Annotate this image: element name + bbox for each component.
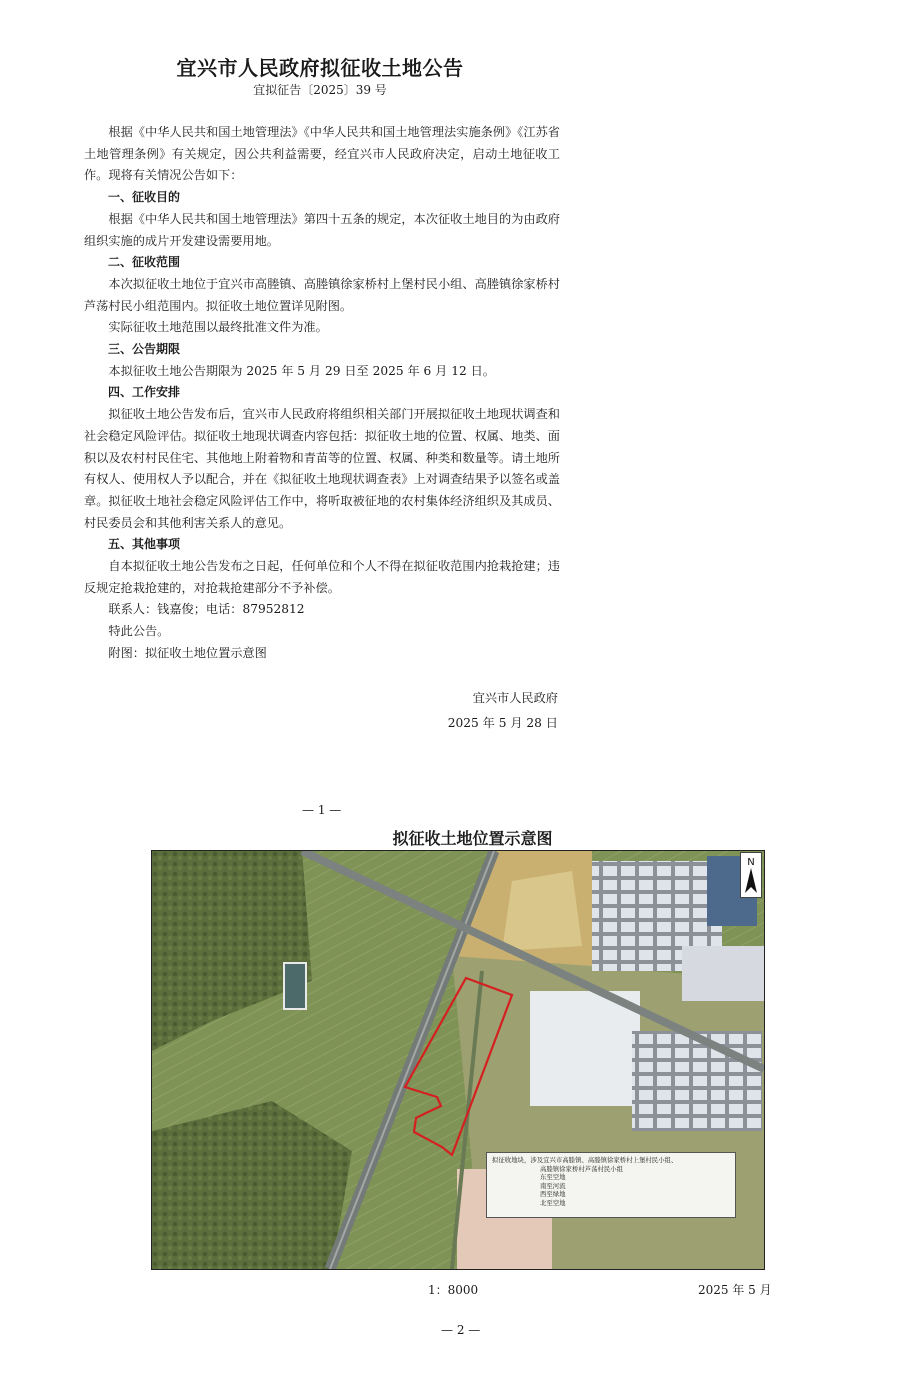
pond [284,963,306,1009]
notice-body [84,122,560,665]
other-paragraph: 自本拟征收土地公告发布之日起，任何单位和个人不得在拟征收范围内抢栽抢建；违反规定抢栽抢建的，对抢栽抢建部分不予补偿。 [84,559,560,595]
scope-paragraph: 本次拟征收土地位于宜兴市高塍镇、高塍镇徐家桥村上堡村民小组、高塍镇徐家桥村芦荡村民小组范围内。拟征收土地位置详见附图。 [84,276,560,313]
issue-date: 2025 年 5 月 28 日 [447,716,558,730]
map-date: 2025 年 5 月 [698,1283,772,1297]
section-heading-other: 五、其他事项 [108,537,181,552]
legend-west: 西至绿地 [540,1190,566,1199]
factory-buildings-east [632,1031,762,1131]
arrangement-paragraph: 拟征收土地公告发布后，宜兴市人民政府将组织相关部门开展拟征收土地现状调查和社会稳定风险评估。拟征收土地现状调查内容包括：拟征收土地的位置、权属、地类、面积以及农村村民住宅、其他地上附着物和青苗等的位置、权属、种类和数量等。请土地所有权人、使用权人予以配合，并在《拟征收土地现状调查表》上对调查结果予以签名或盖章。拟征收土地社会稳定风险评估工作中，将听取被征地的农村集体经济组织及其成员、村民委员会和其他利害关系人的意见。 [84,407,560,530]
legend-north: 北至空地 [540,1198,566,1207]
north-arrow-icon [741,853,761,897]
legend-line-1: 拟征收地块，涉及宜兴市高塍镇、高塍镇徐家桥村上堡村民小组、 [492,1156,678,1164]
purpose-paragraph: 根据《中华人民共和国土地管理法》第四十五条的规定，本次征收土地目的为由政府组织实施的成片开发建设需要用地。 [84,211,560,248]
attachment-paragraph: 附图：拟征收土地位置示意图 [108,645,267,660]
period-paragraph: 本拟征收土地公告期限为 2025 年 5 月 29 日至 2025 年 6 月 12 日。 [108,363,495,378]
notice-title: 宜兴市人民政府拟征收土地公告 [176,56,464,80]
warehouse-northeast [682,946,764,1001]
issuer-name: 宜兴市人民政府 [472,691,558,705]
section-heading-purpose: 一、征收目的 [108,190,181,205]
contact-paragraph: 联系人：钱嘉俊；电话：87952812 [108,602,305,617]
legend-line-2: 高塍镇徐家桥村芦荡村民小组 [540,1164,624,1173]
page-number-1: — 1 — [302,803,342,817]
section-heading-scope: 二、征收范围 [108,255,181,270]
scope-note-paragraph: 实际征收土地范围以最终批准文件为准。 [108,320,328,335]
section-heading-period: 三、公告期限 [108,342,181,357]
map-legend [486,1152,736,1218]
harvest-field [502,871,582,951]
document-number: 宜拟征告〔2025〕39 号 [253,83,387,97]
factory-complex [530,991,640,1106]
map-title: 拟征收土地位置示意图 [392,829,553,848]
page-number-2: — 2 — [441,1323,481,1337]
map-scale: 1：8000 [428,1283,479,1297]
closing-paragraph: 特此公告。 [108,624,170,639]
north-arrow [740,852,762,898]
legend-south: 南至河流 [540,1181,566,1190]
north-label: N [747,857,755,868]
signature-block [448,686,558,736]
section-heading-arrangement: 四、工作安排 [108,385,181,400]
intro-paragraph: 根据《中华人民共和国土地管理法》《中华人民共和国土地管理法实施条例》《江苏省土地管理条例》有关规定，因公共利益需要，经宜兴市人民政府决定，启动土地征收工作。现将有关情况公告如下： [84,125,560,183]
legend-east: 东至空地 [540,1173,566,1182]
